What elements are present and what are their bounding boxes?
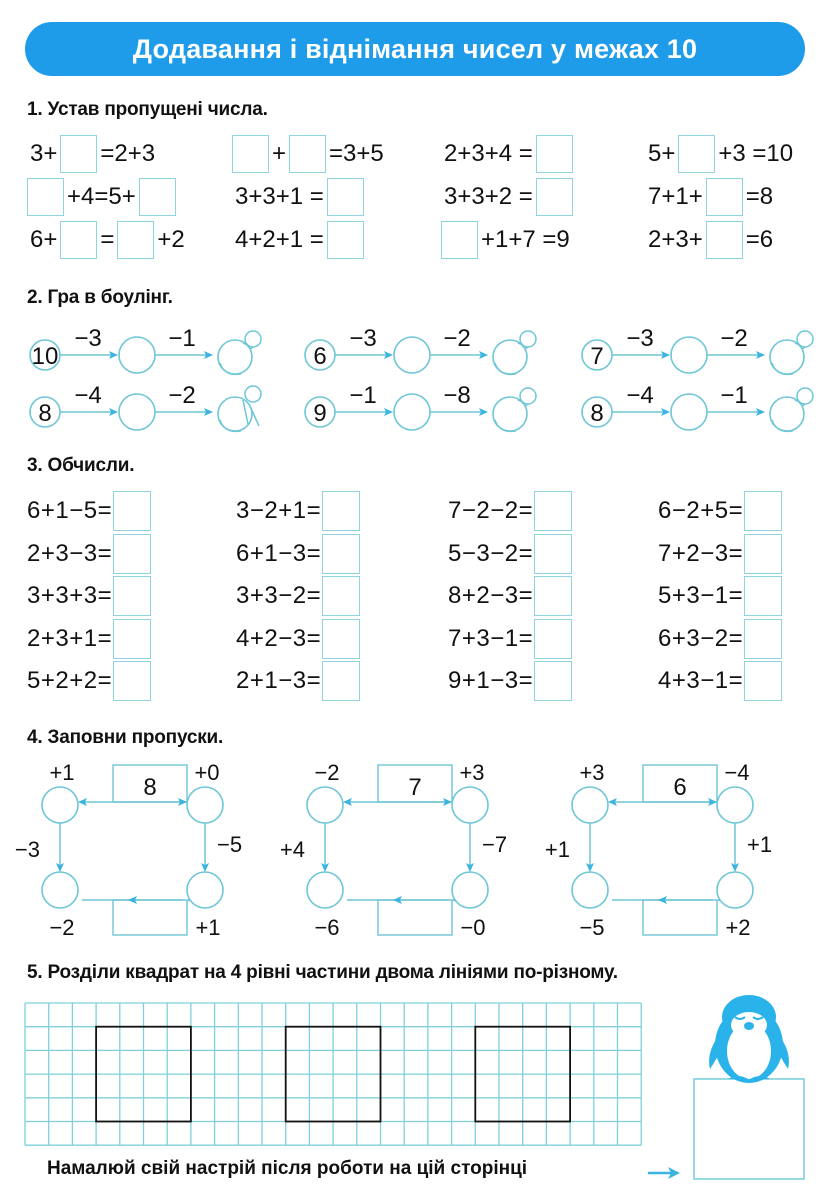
equation [27,134,158,174]
calculation [236,661,360,701]
operation-label: +3 [579,760,605,785]
answer-box[interactable] [744,661,782,701]
operation-label: +4 [279,837,305,862]
answer-box[interactable] [744,619,782,659]
equation-text: 6+ [30,226,58,253]
equation [645,134,796,174]
answer-circle[interactable] [717,872,753,908]
bowling-chain [582,325,813,375]
expression: 5−3−2= [448,539,534,567]
answer-box[interactable] [441,221,478,259]
equation [645,220,776,260]
equation [441,177,573,217]
page-title-banner [25,22,805,76]
operation-label: −2 [314,760,340,785]
expression: 6−2+5= [658,497,744,524]
equation [27,220,188,260]
calculation [448,576,572,616]
bottom-answer-box[interactable] [113,900,187,935]
expression: 3+3−2= [236,582,322,609]
svg-text:−2: −2 [168,382,196,409]
answer-box[interactable] [534,576,572,616]
answer-box[interactable] [117,221,154,259]
equation [232,220,364,260]
answer-box[interactable] [113,619,151,659]
equation [441,134,573,174]
section-5-heading: 5. Розділи квадрат на 4 рівні частини двома лініями по-різному. [27,962,618,983]
equation-text: 3+ [30,140,58,167]
svg-text:−3: −3 [349,325,377,352]
mood-prompt: Намалюй свій настрій після роботи на цій сторінці [47,1158,528,1179]
start-value: 8 [38,400,52,427]
cycle-diagram [280,760,507,940]
calculation [236,619,360,659]
equation [232,177,364,217]
bowling-pin-icon[interactable] [770,388,813,432]
penguin-icon [709,995,789,1083]
equation-text: + [272,140,287,167]
page-title: Додавання і віднімання чисел у межах 10 [132,33,698,64]
bowling-pin-icon[interactable] [770,331,813,375]
equation [441,220,573,260]
equation-text: =2+3 [100,140,156,167]
operation-label: −7 [482,832,508,857]
answer-box[interactable] [60,135,97,173]
bowling-chain [305,382,536,432]
svg-text:−1: −1 [720,382,748,409]
fill-gaps-diagrams [0,755,823,945]
equation-text: 4+2+1 = [235,226,324,253]
answer-circle[interactable] [572,787,608,823]
answer-box[interactable] [706,178,743,216]
cycle-diagram [545,760,772,940]
top-value: 8 [143,774,157,801]
answer-circle[interactable] [671,394,707,430]
expression: 2+3−3= [27,539,113,567]
expression: 4+2−3= [236,624,322,652]
calculation [27,619,151,659]
operation-label: −5 [579,915,605,940]
calculation [448,661,572,701]
equation [232,134,387,174]
expression: 2+1−3= [236,667,322,694]
equation-text: =6 [745,226,774,253]
svg-text:−3: −3 [74,325,102,352]
section-3-heading: 3. Обчисли. [27,455,135,476]
calculation [658,619,782,659]
operation-label: +1 [195,915,221,940]
answer-circle[interactable] [394,394,430,430]
answer-circle[interactable] [42,787,78,823]
answer-box[interactable] [706,221,743,259]
equation-text: +3 =10 [718,140,794,167]
equation-text: = [100,226,115,253]
bowling-chain [305,325,536,375]
expression: 4+3−1= [658,667,744,694]
expression: 3+3+3= [27,582,113,609]
answer-box[interactable] [113,661,151,701]
answer-box[interactable] [534,534,572,574]
top-value: 6 [673,774,687,801]
equation-text: 7+1+ [648,183,703,210]
bottom-answer-box[interactable] [378,900,452,935]
equation-text: +2 [157,226,185,253]
svg-text:−1: −1 [168,325,196,352]
start-value: 9 [313,400,327,427]
calculation [658,576,782,616]
answer-circle[interactable] [307,787,343,823]
operation-label: −6 [314,915,340,940]
answer-circle[interactable] [42,872,78,908]
svg-text:−8: −8 [443,382,471,409]
answer-box[interactable] [322,661,360,701]
operation-label: +3 [459,760,485,785]
operation-label: +2 [725,915,751,940]
calculation [27,491,151,531]
expression: 7+3−1= [448,624,534,652]
answer-box[interactable] [744,491,782,531]
answer-box[interactable] [744,576,782,616]
equation [645,177,776,217]
svg-text:−4: −4 [74,382,102,409]
calculation [658,491,782,531]
answer-box[interactable] [534,661,572,701]
answer-box[interactable] [289,135,326,173]
answer-box[interactable] [327,178,364,216]
expression: 5+3−1= [658,582,744,609]
expression: 2+3+1= [27,624,113,652]
bowling-chain [30,382,261,432]
expression: 8+2−3= [448,582,534,609]
calculation [448,491,572,531]
equation-text: =8 [745,183,774,210]
answer-circle[interactable] [307,872,343,908]
operation-label: +1 [544,837,570,862]
calculation [236,576,360,616]
bowling-pin-icon[interactable] [493,388,536,432]
answer-box[interactable] [113,534,151,574]
bowling-pin-icon[interactable] [218,331,261,375]
equation-text: =3+5 [329,140,384,167]
answer-circle[interactable] [452,787,488,823]
svg-text:−2: −2 [720,325,748,352]
bowling-chain [30,325,261,375]
calculation [27,576,151,616]
bottom-answer-box[interactable] [643,900,717,935]
svg-text:−2: −2 [443,325,471,352]
expression: 7−2−2= [448,497,534,524]
start-value: 7 [590,343,604,370]
expression: 9+1−3= [448,667,534,694]
operation-label: −0 [460,915,486,940]
bowling-chain [582,382,813,432]
answer-circle[interactable] [394,337,430,373]
answer-circle[interactable] [572,872,608,908]
calculation [448,619,572,659]
operation-label: −3 [14,837,40,862]
section-4-heading: 4. Заповни пропуски. [27,727,224,748]
answer-box[interactable] [232,135,269,173]
expression: 6+3−2= [658,624,744,652]
svg-text:−1: −1 [349,382,377,409]
calculation [448,534,572,574]
answer-box[interactable] [27,178,64,216]
start-value: 6 [313,343,327,370]
start-value: 10 [31,343,59,370]
expression: 5+2+2= [27,667,113,694]
equation-text: 2+3+ [648,226,703,253]
equation-text: 3+3+2 = [444,183,533,210]
equation-text: +1+7 =9 [481,226,570,253]
mood-drawing-box[interactable] [694,1079,804,1179]
cycle-diagram [15,760,242,940]
calculation [27,534,151,574]
calculation [658,534,782,574]
operation-label: +1 [747,832,773,857]
calculation [658,661,782,701]
answer-box[interactable] [536,135,573,173]
expression: 3−2+1= [236,497,322,524]
answer-box[interactable] [322,576,360,616]
answer-box[interactable] [322,619,360,659]
expression: 6+1−3= [236,539,322,567]
svg-text:−3: −3 [626,325,654,352]
equation-text: 3+3+1 = [235,183,324,210]
answer-circle[interactable] [187,872,223,908]
operation-label: −4 [724,760,750,785]
answer-box[interactable] [139,178,176,216]
svg-text:−4: −4 [626,382,654,409]
bowling-pin-icon[interactable] [218,386,261,432]
answer-circle[interactable] [717,787,753,823]
top-value: 7 [408,774,422,801]
answer-box[interactable] [60,221,97,259]
answer-circle[interactable] [187,787,223,823]
section-1-heading: 1. Устав пропущені числа. [27,99,268,120]
bowling-chains [0,315,823,445]
operation-label: −5 [217,832,243,857]
expression: 6+1−5= [27,497,113,524]
start-value: 8 [590,400,604,427]
answer-box[interactable] [113,491,151,531]
answer-box[interactable] [113,576,151,616]
expression: 7+2−3= [658,539,744,567]
operation-label: +1 [49,760,75,785]
arrow-right-icon [648,1167,680,1179]
equation-text: +4=5+ [67,183,136,210]
calculation [236,534,360,574]
answer-box[interactable] [744,534,782,574]
equation-text: 5+ [648,140,676,167]
answer-box[interactable] [536,178,573,216]
answer-box[interactable] [327,221,364,259]
equation [27,177,176,217]
bowling-pin-icon[interactable] [493,331,536,375]
section-2-heading: 2. Гра в боулінг. [27,287,173,308]
answer-circle[interactable] [452,872,488,908]
calculation [236,491,360,531]
answer-box[interactable] [534,491,572,531]
answer-circle[interactable] [119,337,155,373]
graph-paper-grid[interactable] [25,1003,641,1145]
answer-box[interactable] [322,534,360,574]
section-1-equations [27,134,817,264]
answer-circle[interactable] [671,337,707,373]
operation-label: +0 [194,760,220,785]
answer-box[interactable] [322,491,360,531]
equation-text: 2+3+4 = [444,140,533,167]
answer-box[interactable] [678,135,715,173]
answer-box[interactable] [534,619,572,659]
section-3-calculations [27,491,817,706]
calculation [27,661,151,701]
answer-circle[interactable] [119,394,155,430]
operation-label: −2 [49,915,75,940]
